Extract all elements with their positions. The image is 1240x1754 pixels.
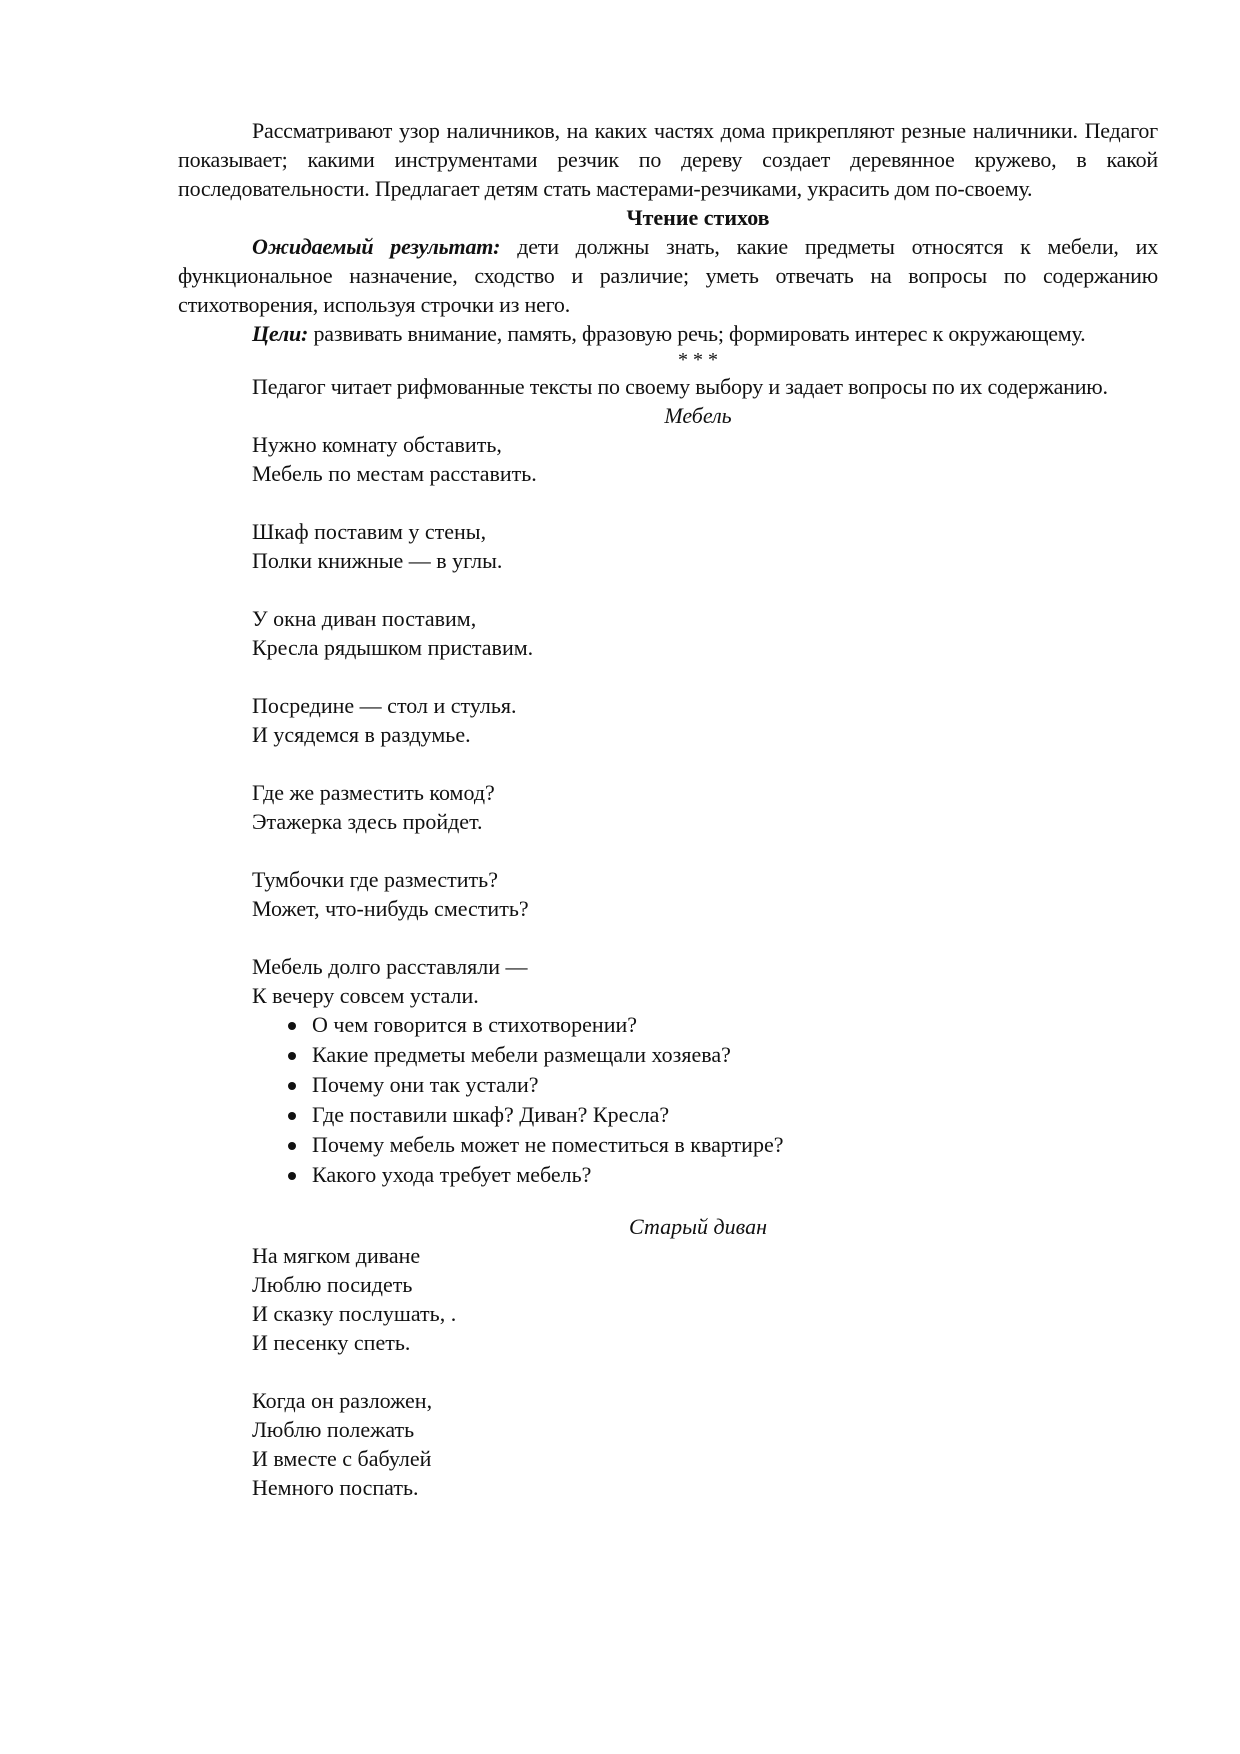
- poem-mebel: [178, 430, 1158, 1010]
- poem-line: Нужно комнату обставить,: [252, 432, 502, 457]
- bullet-icon: [288, 1112, 296, 1120]
- questions-list: [178, 1010, 1158, 1190]
- question-item: О чем говорится в стихотворении?: [288, 1010, 1158, 1040]
- stanza: [252, 1386, 1158, 1502]
- poem-line: И песенку спеть.: [252, 1330, 411, 1355]
- poem-line: Может, что-нибудь сместить?: [252, 896, 529, 921]
- poem-line: Шкаф поставим у стены,: [252, 519, 487, 544]
- intro-paragraph: Рассматривают узор наличников, на каких частях дома прикрепляют резные наличники. Педагог показывает; какими инструментами резчик по дереву создает деревянное кружево, в какой последовательности. Предлагает детям стать мастерами-резчиками, украсить дом по-своему.: [178, 118, 1158, 201]
- spacer: [178, 1190, 1158, 1212]
- bullet-icon: [288, 1022, 296, 1030]
- poem-line: К вечеру совсем устали.: [252, 983, 479, 1008]
- bullet-icon: [288, 1172, 296, 1180]
- stanza: [252, 691, 1158, 749]
- question-item: Почему мебель может не поместиться в квартире?: [288, 1130, 1158, 1160]
- expected-result-label: Ожидаемый результат:: [252, 234, 501, 259]
- poem-line: У окна диван поставим,: [252, 606, 477, 631]
- poem-line: Этажерка здесь пройдет.: [252, 809, 483, 834]
- poem-title-stary-divan: Старый диван: [629, 1214, 767, 1239]
- poem-line: Мебель по местам расставить.: [252, 461, 537, 486]
- poem-title-mebel: Мебель: [664, 403, 732, 428]
- poem-line: Люблю посидеть: [252, 1272, 413, 1297]
- poem-line: Люблю полежать: [252, 1417, 415, 1442]
- stanza: [252, 604, 1158, 662]
- poem-line: Мебель долго расставляли —: [252, 954, 528, 979]
- poem-line: На мягком диване: [252, 1243, 421, 1268]
- section-separator: * * *: [678, 349, 718, 371]
- document-page: [178, 116, 1158, 1502]
- section-heading: Чтение стихов: [626, 205, 770, 230]
- stanza: [252, 865, 1158, 923]
- stanza: [252, 517, 1158, 575]
- poem-stary-divan: [178, 1241, 1158, 1502]
- expected-result-paragraph: [178, 232, 1158, 319]
- poem-line: Где же разместить комод?: [252, 780, 495, 805]
- stanza: [252, 778, 1158, 836]
- stanza: [252, 430, 1158, 488]
- poem-line: И вместе с бабулей: [252, 1446, 432, 1471]
- goals-paragraph: [178, 319, 1158, 348]
- expected-result-text: дети должны знать, какие предметы относятся к мебели, их функциональное назначение, сходство и различие; уметь отвечать на вопросы по содержанию стихотворения, используя строчки из него.: [178, 234, 1159, 317]
- question-item: Какие предметы мебели размещали хозяева?: [288, 1040, 1158, 1070]
- poem-line: Посредине — стол и стулья.: [252, 693, 517, 718]
- stanza: [252, 952, 1158, 1010]
- question-item: Где поставили шкаф? Диван? Кресла?: [288, 1100, 1158, 1130]
- bullet-icon: [288, 1082, 296, 1090]
- goals-text: развивать внимание, память, фразовую речь; формировать интерес к окружающему.: [308, 321, 1086, 346]
- poem-line: Тумбочки где разместить?: [252, 867, 498, 892]
- poem-line: И сказку послушать, .: [252, 1301, 457, 1326]
- bullet-icon: [288, 1142, 296, 1150]
- poem-line: Когда он разложен,: [252, 1388, 433, 1413]
- poem-line: Немного поспать.: [252, 1475, 419, 1500]
- question-item: Какого ухода требует мебель?: [288, 1160, 1158, 1190]
- instruction-paragraph: Педагог читает рифмованные тексты по своему выбору и задает вопросы по их содержанию.: [252, 374, 1108, 399]
- bullet-icon: [288, 1052, 296, 1060]
- goals-label: Цели:: [252, 321, 309, 346]
- poem-line: Полки книжные — в углы.: [252, 548, 503, 573]
- question-item: Почему они так устали?: [288, 1070, 1158, 1100]
- stanza: [252, 1241, 1158, 1357]
- poem-line: И усядемся в раздумье.: [252, 722, 471, 747]
- poem-line: Кресла рядышком приставим.: [252, 635, 534, 660]
